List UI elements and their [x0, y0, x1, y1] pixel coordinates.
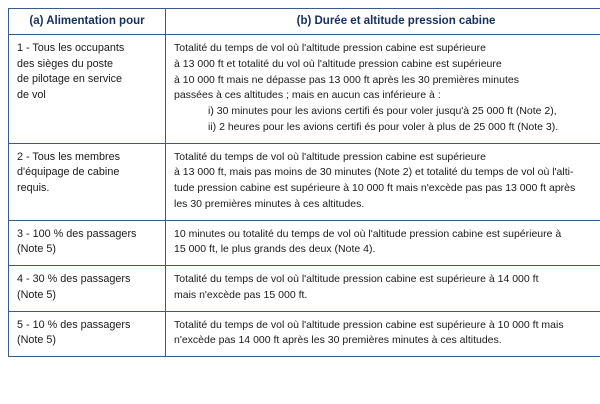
row-4-b-line-2: mais n'excède pas 15 000 ft. [174, 288, 308, 301]
row-1-a-line-3: de pilotage en service [17, 73, 123, 86]
table-header [9, 9, 600, 35]
row-1-b-line-3: à 10 000 ft mais ne dépasse pas 13 000 ft après les 30 premières minutes [174, 73, 519, 86]
row-1-a-line-2: des sièges du poste [17, 57, 114, 70]
row-5-a-line-2: (Note 5) [17, 334, 57, 347]
row-2-a-line-1: 2 - Tous les membres [17, 150, 121, 163]
table-body [9, 35, 600, 357]
row-4-a-line-1: 4 - 30 % des passagers [17, 273, 131, 285]
table-row [9, 143, 600, 220]
row-2-alimentation [9, 143, 166, 220]
row-4-a-line-2: (Note 5) [17, 288, 57, 301]
row-1-b-line-1: Totalité du temps de vol où l'altitude pression cabine est supérieure [174, 42, 486, 54]
row-3-alimentation [9, 220, 166, 266]
row-1-duree-altitude [166, 35, 600, 144]
row-2-a-line-2: d'équipage de cabine [17, 166, 120, 179]
row-2-duree-altitude [166, 143, 600, 220]
table-row [9, 220, 600, 266]
row-1-alimentation [9, 35, 166, 144]
table-row [9, 311, 600, 357]
row-4-alimentation [9, 266, 166, 312]
row-1-b-line-4: passées à ces altitudes ; mais en aucun cas inférieure à : [174, 89, 441, 102]
oxygen-requirements-table [8, 8, 600, 357]
column-header-alimentation: (a) Alimentation pour [9, 9, 166, 35]
row-1-a-line-1: 1 - Tous les occupants [17, 42, 125, 54]
row-4-duree-altitude [166, 266, 600, 312]
row-5-b-line-2: n'excède pas 14 000 ft après les 30 premières minutes à ces altitudes. [174, 334, 502, 347]
row-3-b-line-1: 10 minutes ou totalité du temps de vol où l'altitude pression cabine est supérieure à [174, 227, 562, 240]
row-5-b-line-1: Totalité du temps de vol où l'altitude pression cabine est supérieure à 10 000 ft mais [174, 318, 564, 331]
row-3-a-line-2: (Note 5) [17, 243, 57, 256]
row-5-duree-altitude [166, 311, 600, 357]
column-header-duree-altitude: (b) Durée et altitude pression cabine [166, 9, 600, 35]
table-row [9, 266, 600, 312]
row-2-a-line-3: requis. [17, 181, 50, 194]
row-4-b-line-1: Totalité du temps de vol où l'altitude pression cabine est supérieure à 14 000 ft [174, 273, 539, 285]
table-row [9, 35, 600, 144]
row-5-alimentation [9, 311, 166, 357]
table-header-row [9, 9, 600, 35]
row-2-b-line-4: les 30 premières minutes à ces altitudes. [174, 197, 365, 210]
row-2-b-line-2: à 13 000 ft, mais pas moins de 30 minutes (Note 2) et totalité du temps de vol où l'alti- [174, 166, 574, 179]
row-1-b-sub-item-ii: ii) 2 heures pour les avions certifi és pour voler à plus de 25 000 ft (Note 3). [208, 120, 559, 133]
row-1-b-line-2: à 13 000 ft et totalité du vol où l'altitude pression cabine est supérieure [174, 57, 502, 70]
row-5-a-line-1: 5 - 10 % des passagers [17, 318, 131, 331]
row-3-duree-altitude [166, 220, 600, 266]
row-1-b-sub-item-i: i) 30 minutes pour les avions certifi és pour voler jusqu'à 25 000 ft (Note 2), [208, 105, 557, 117]
row-3-b-line-2: 15 000 ft, le plus grands des deux (Note 4). [174, 243, 376, 256]
row-2-b-line-3: tude pression cabine est supérieure à 10 000 ft mais n'excède pas pas 13 000 ft après [174, 182, 576, 194]
row-2-b-line-1: Totalité du temps de vol où l'altitude pression cabine est supérieure [174, 150, 486, 163]
row-3-a-line-1: 3 - 100 % des passagers [17, 227, 137, 240]
row-1-a-line-4: de vol [17, 88, 46, 101]
